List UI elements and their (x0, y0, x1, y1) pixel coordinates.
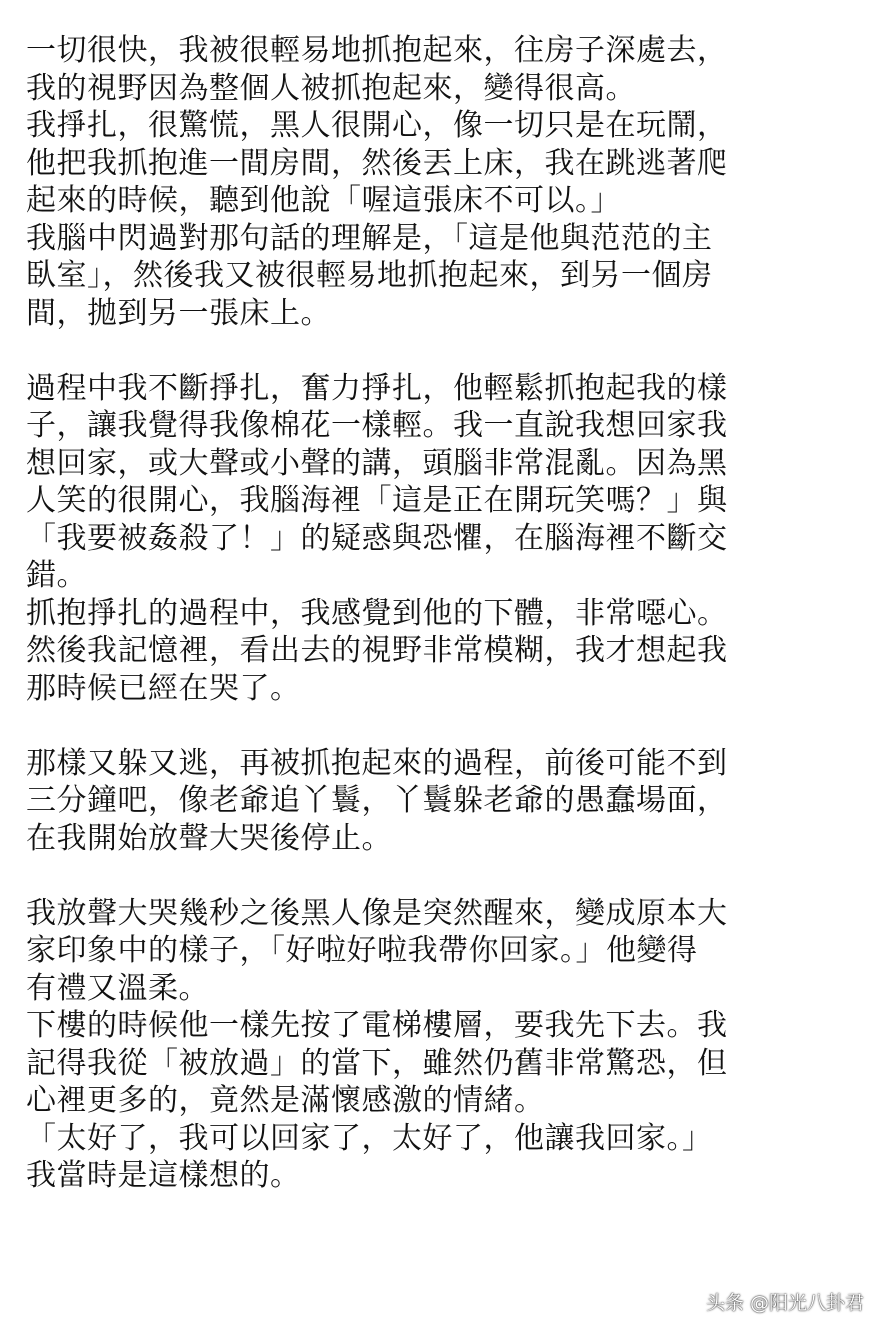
text-line: 我的視野因為整個人被抓抱起來，變得很高。 (26, 70, 636, 106)
text-line: 間，拋到另一張床上。 (26, 295, 331, 331)
text-line: 我放聲大哭幾秒之後黑人像是突然醒來，變成原本大 (26, 895, 728, 931)
document-text (26, 32, 876, 1195)
text-line: 然後我記憶裡，看出去的視野非常模糊，我才想起我 (26, 633, 728, 668)
text-line: 下樓的時候他一樣先按了電梯樓層，要我先下去。我 (26, 1008, 728, 1043)
text-line: 我腦中閃過對那句話的理解是，「這是他與范范的主 (26, 220, 713, 256)
text-line: 過程中我不斷掙扎，奮力掙扎，他輕鬆抓抱起我的樣 (26, 370, 728, 406)
text-line: 他把我抓抱進一間房間，然後丟上床，我在跳逃著爬 (26, 145, 728, 181)
text-line: 在我開始放聲大哭後停止。 (26, 820, 392, 856)
text-line: 人笑的很開心，我腦海裡「這是正在開玩笑嗎？」與 (26, 483, 728, 518)
text-line: 「我要被姦殺了！」的疑惑與恐懼，在腦海裡不斷交 (26, 520, 728, 556)
text-line: 想回家，或大聲或小聲的講，頭腦非常混亂。因為黑 (26, 445, 728, 481)
text-line: 家印象中的樣子，「好啦好啦我帶你回家。」他變得 (26, 933, 698, 968)
text-line: 起來的時候，聽到他說「喔這張床不可以。」 (26, 183, 621, 218)
text-line: 子，讓我覺得我像棉花一樣輕。我一直說我想回家我 (26, 408, 728, 443)
text-line: 「太好了，我可以回家了，太好了，他讓我回家。」 (26, 1120, 713, 1156)
text-line: 那時候已經在哭了。 (26, 670, 301, 706)
text-line: 記得我從「被放過」的當下，雖然仍舊非常驚恐，但 (26, 1045, 728, 1081)
text-line: 我掙扎，很驚慌，黑人很開心，像一切只是在玩鬧， (26, 108, 728, 143)
text-line: 心裡更多的，竟然是滿懷感激的情緒。 (26, 1083, 545, 1118)
text-line: 抓抱掙扎的過程中，我感覺到他的下體，非常噁心。 (26, 595, 728, 631)
text-line: 有禮又溫柔。 (26, 970, 209, 1006)
paragraph-gap (26, 857, 876, 895)
text-line: 那樣又躲又逃，再被抓抱起來的過程，前後可能不到 (26, 745, 728, 781)
text-line: 一切很快，我被很輕易地抓抱起來，往房子深處去， (26, 33, 728, 68)
watermark-account: @阳光八卦君 (749, 1292, 864, 1314)
text-line: 三分鐘吧，像老爺追丫鬟，丫鬟躲老爺的愚蠢場面， (26, 783, 728, 818)
watermark (700, 1286, 870, 1317)
text-line: 臥室」，然後我又被很輕易地抓抱起來，到另一個房 (26, 258, 713, 293)
paragraph-gap (26, 707, 876, 745)
text-line: 我當時是這樣想的。 (26, 1158, 301, 1193)
text-line: 錯。 (26, 558, 87, 593)
paragraph-gap (26, 332, 876, 370)
watermark-source: 头条 (705, 1292, 744, 1314)
